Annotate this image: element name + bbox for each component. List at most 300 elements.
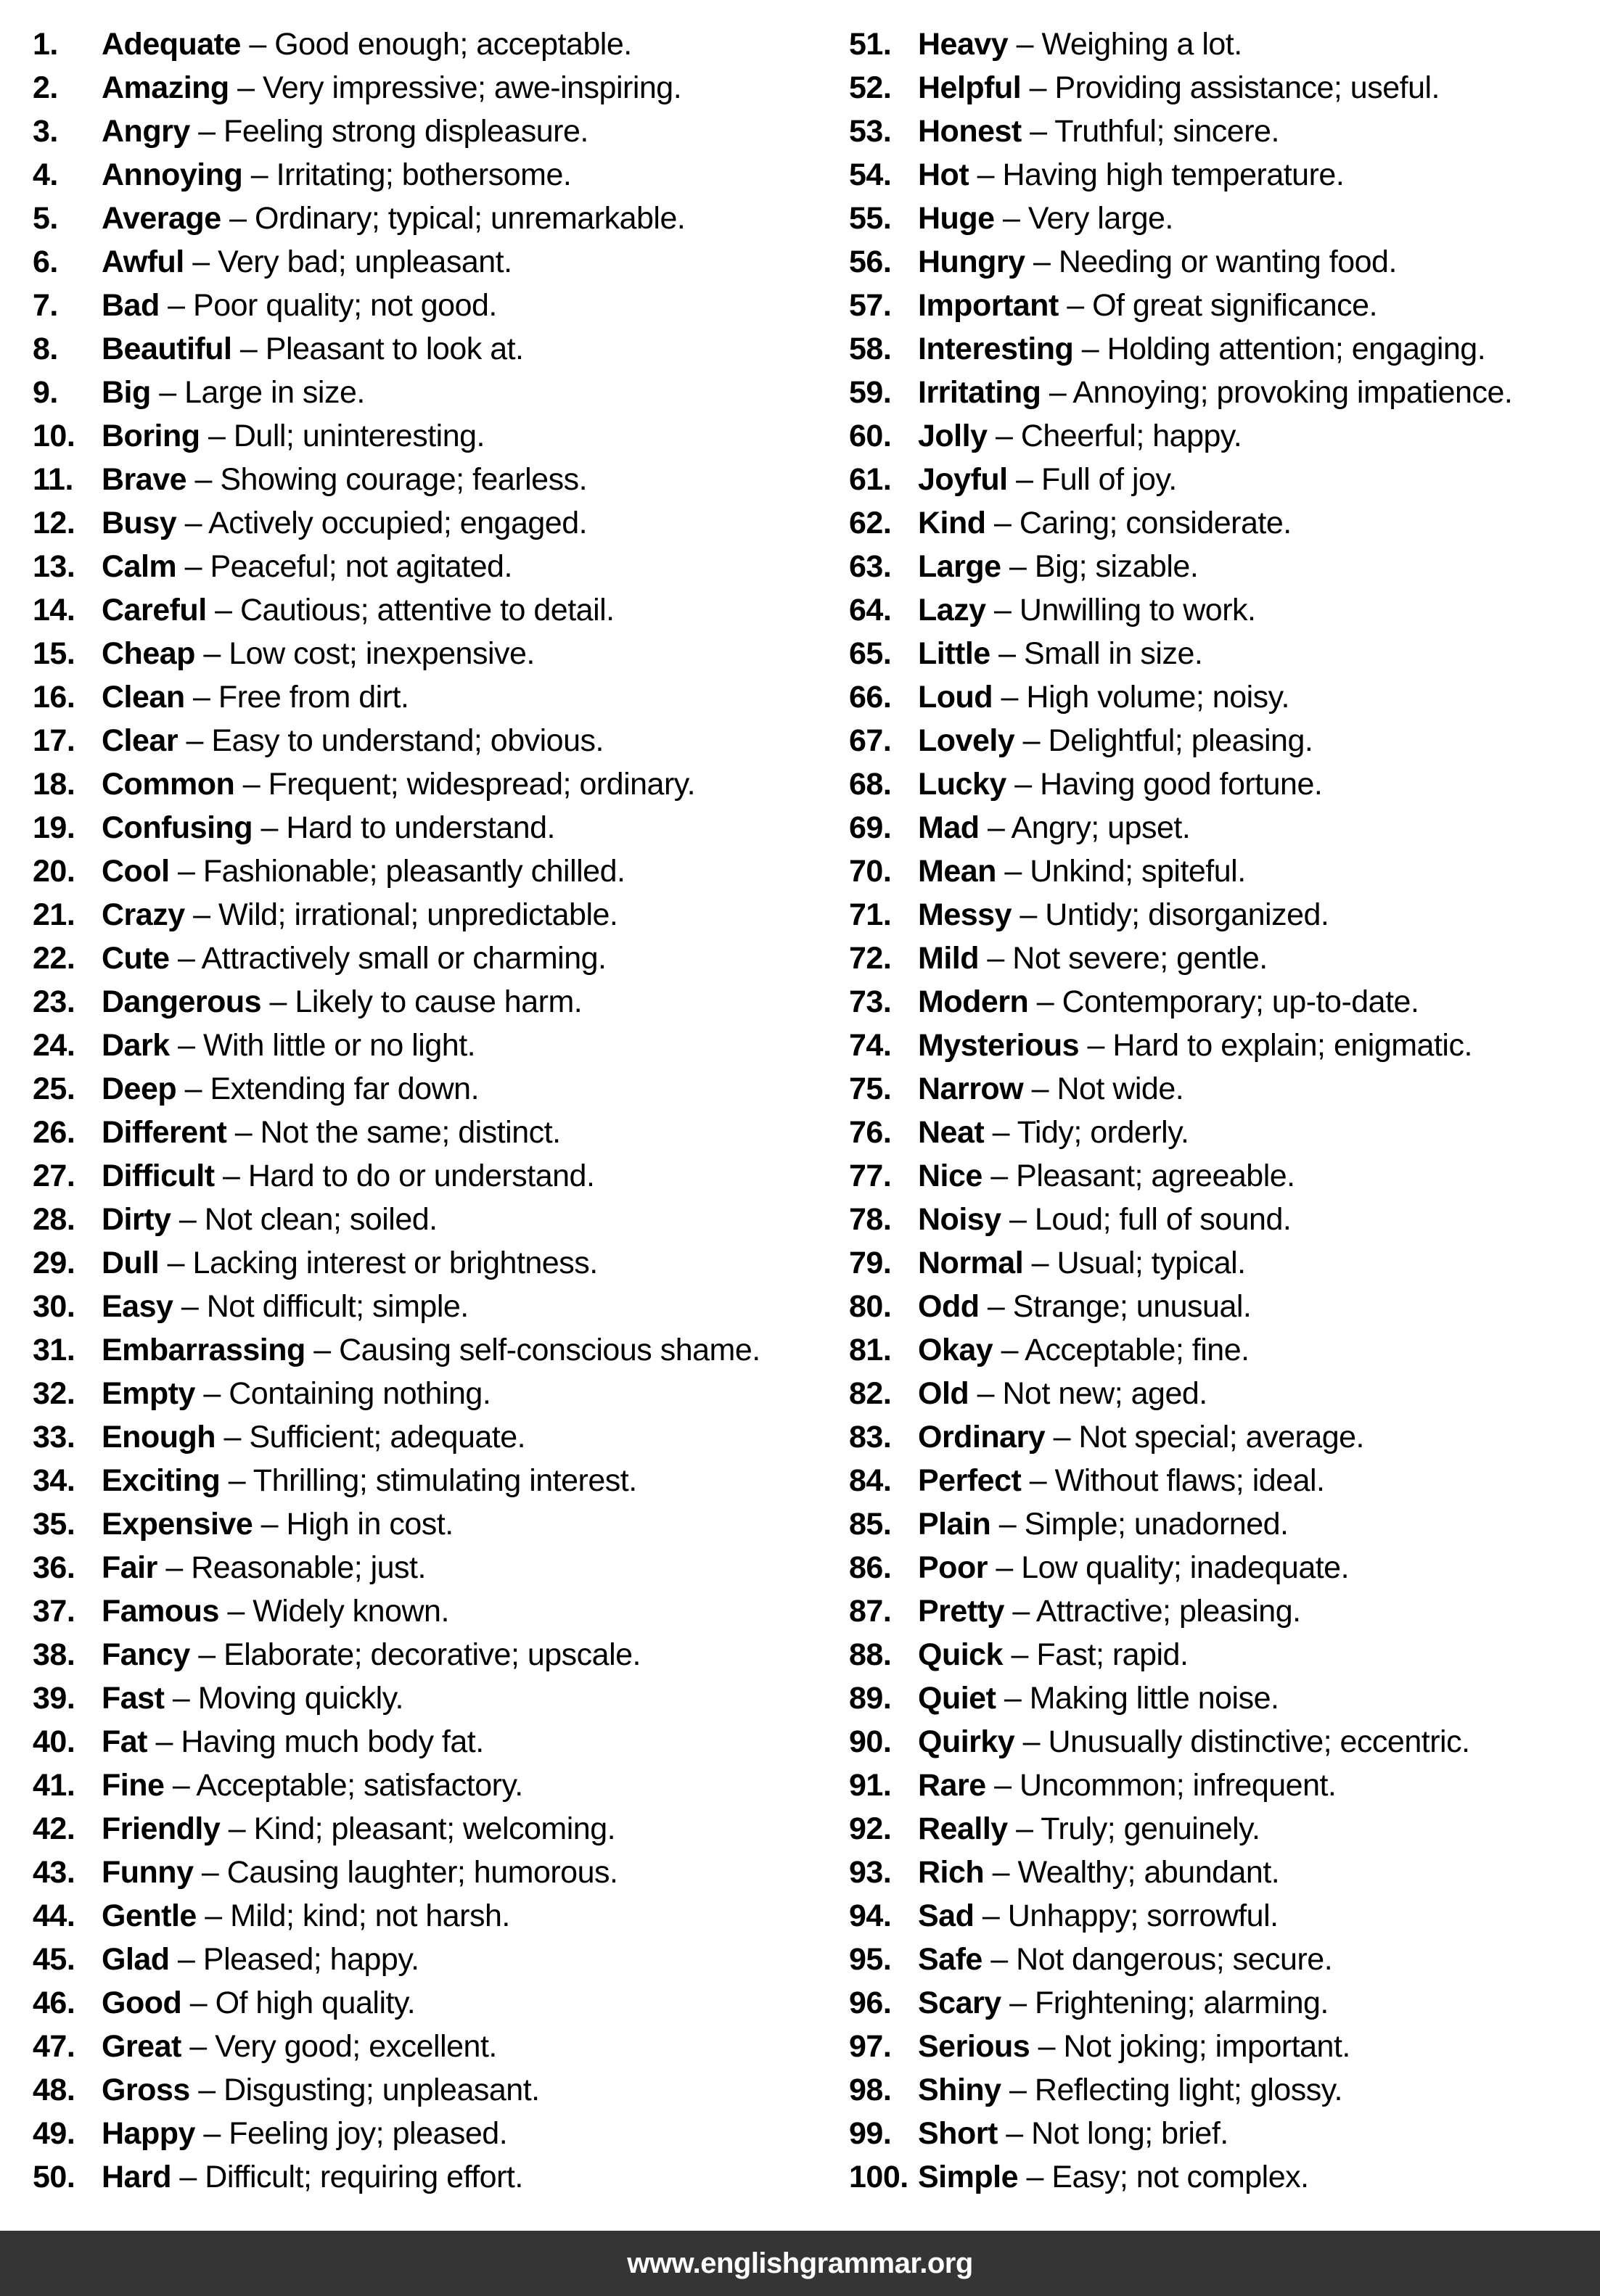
adjective-definition: Needing or wanting food.: [1058, 244, 1397, 279]
adjective-word: Helpful: [918, 70, 1022, 105]
list-item: [33, 1633, 760, 1676]
adjective-definition: Disgusting; unpleasant.: [223, 2073, 540, 2107]
adjective-definition: Truthful; sincere.: [1054, 114, 1279, 149]
adjective-definition: Reasonable; just.: [191, 1550, 426, 1585]
item-number: 90.: [849, 1724, 892, 1759]
dash-separator: –: [181, 1986, 216, 2020]
dash-separator: –: [985, 593, 1020, 628]
list-item: [849, 545, 1512, 588]
adjective-definition: Acceptable; satisfactory.: [196, 1768, 523, 1803]
item-number: 68.: [849, 767, 892, 802]
list-item: [33, 1894, 760, 1938]
adjective-definition: Small in size.: [1024, 636, 1203, 671]
dash-separator: –: [1014, 723, 1049, 758]
list-item: [33, 937, 760, 980]
item-number: 43.: [33, 1855, 75, 1890]
item-number: 39.: [33, 1681, 75, 1716]
list-item: [849, 414, 1512, 458]
item-number: 28.: [33, 1202, 75, 1237]
list-item: [33, 66, 760, 110]
list-item: [33, 1851, 760, 1894]
dash-separator: –: [1014, 1724, 1049, 1759]
item-number: 9.: [33, 375, 58, 410]
adjective-definition: Easy; not complex.: [1051, 2160, 1309, 2194]
adjective-definition: Low quality; inadequate.: [1021, 1550, 1350, 1585]
item-number: 12.: [33, 506, 75, 540]
dash-separator: –: [184, 680, 218, 715]
adjective-definition: Thrilling; stimulating interest.: [253, 1463, 637, 1498]
adjective-definition: Dull; uninteresting.: [233, 419, 485, 453]
list-item: [33, 806, 760, 849]
adjective-word: Funny: [102, 1855, 194, 1890]
item-number: 82.: [849, 1376, 892, 1411]
adjective-word: Fair: [102, 1550, 157, 1585]
list-item: [849, 1764, 1512, 1807]
adjective-word: Noisy: [918, 1202, 1001, 1237]
list-item: [849, 1633, 1512, 1676]
list-item: [849, 110, 1512, 153]
list-item: [849, 762, 1512, 806]
adjective-word: Sad: [918, 1898, 975, 1933]
adjective-word: Kind: [918, 506, 986, 540]
adjective-definition: Hard to understand.: [286, 810, 555, 845]
dash-separator: –: [985, 506, 1020, 540]
adjective-word: Simple: [918, 2160, 1018, 2194]
adjective-word: Deep: [102, 1071, 177, 1106]
adjective-definition: Making little noise.: [1029, 1681, 1279, 1716]
item-number: 25.: [33, 1071, 75, 1106]
list-item: [33, 588, 760, 632]
dash-separator: –: [169, 941, 202, 976]
list-item: [33, 1285, 760, 1328]
list-item: [33, 1067, 760, 1111]
adjective-word: Interesting: [918, 332, 1074, 366]
adjective-definition: Actively occupied; engaged.: [208, 506, 588, 540]
list-item: [849, 22, 1512, 66]
adjective-definition: Loud; full of sound.: [1034, 1202, 1292, 1237]
list-item: [849, 1589, 1512, 1633]
adjective-word: Quick: [918, 1637, 1003, 1672]
adjective-word: Little: [918, 636, 990, 671]
dash-separator: –: [194, 636, 229, 671]
dash-separator: –: [214, 1159, 248, 1193]
item-number: 84.: [849, 1463, 892, 1498]
item-number: 24.: [33, 1028, 75, 1063]
list-item: [33, 1459, 760, 1502]
item-number: 60.: [849, 419, 892, 453]
adjective-word: Clear: [102, 723, 179, 758]
item-number: 46.: [33, 1986, 75, 2020]
list-item: [849, 849, 1512, 893]
list-item: [33, 1198, 760, 1241]
adjective-definition: Fast; rapid.: [1036, 1637, 1189, 1672]
dash-separator: –: [984, 1855, 1018, 1890]
adjective-definition: Untidy; disorganized.: [1045, 897, 1329, 932]
item-number: 27.: [33, 1159, 75, 1193]
adjective-definition: Truly; genuinely.: [1041, 1811, 1260, 1846]
adjective-definition: Not special; average.: [1078, 1420, 1364, 1454]
adjective-word: Old: [918, 1376, 969, 1411]
dash-separator: –: [1011, 897, 1046, 932]
list-item: [33, 327, 760, 371]
list-item: [849, 501, 1512, 545]
adjective-word: Scary: [918, 1986, 1001, 2020]
adjective-definition: Elaborate; decorative; upscale.: [223, 1637, 641, 1672]
adjective-definition: With little or no light.: [202, 1028, 476, 1063]
adjective-definition: Showing courage; fearless.: [220, 462, 588, 497]
item-number: 7.: [33, 288, 58, 323]
adjective-word: Serious: [918, 2029, 1030, 2064]
list-item: [33, 675, 760, 719]
adjective-definition: Mild; kind; not harsh.: [230, 1898, 510, 1933]
dash-separator: –: [229, 70, 263, 105]
adjective-definition: Very good; excellent.: [215, 2029, 497, 2064]
dash-separator: –: [969, 1376, 1003, 1411]
item-number: 18.: [33, 767, 75, 802]
adjective-definition: Frightening; alarming.: [1034, 1986, 1329, 2020]
item-number: 34.: [33, 1463, 75, 1498]
item-number: 26.: [33, 1115, 75, 1150]
list-item: [33, 1024, 760, 1067]
adjective-definition: Not wide.: [1057, 1071, 1184, 1106]
dash-separator: –: [253, 810, 287, 845]
item-number: 53.: [849, 114, 892, 149]
dash-separator: –: [193, 1855, 227, 1890]
list-item: [33, 2112, 760, 2155]
dash-separator: –: [194, 1376, 229, 1411]
list-item: [849, 371, 1512, 414]
adjective-definition: Causing laughter; humorous.: [226, 1855, 618, 1890]
list-item: [33, 1328, 760, 1372]
adjective-word: Messy: [918, 897, 1012, 932]
adjective-definition: Having much body fat.: [181, 1724, 484, 1759]
adjective-word: Difficult: [102, 1159, 215, 1193]
dash-separator: –: [164, 1681, 198, 1716]
dash-separator: –: [990, 1507, 1025, 1542]
dash-separator: –: [171, 2160, 205, 2194]
word-list-column-right: [849, 22, 1512, 2199]
adjective-word: Short: [918, 2116, 998, 2151]
list-item: [849, 66, 1512, 110]
adjective-definition: Containing nothing.: [229, 1376, 491, 1411]
list-item: [33, 1111, 760, 1154]
list-item: [33, 1764, 760, 1807]
dash-separator: –: [1028, 984, 1062, 1019]
adjective-definition: Without flaws; ideal.: [1054, 1463, 1325, 1498]
dash-separator: –: [1007, 462, 1041, 497]
adjective-word: Good: [102, 1986, 182, 2020]
list-item: [849, 937, 1512, 980]
adjective-word: Easy: [102, 1289, 173, 1324]
adjective-word: Lovely: [918, 723, 1015, 758]
adjective-definition: Delightful; pleasing.: [1048, 723, 1313, 758]
adjective-word: Fancy: [102, 1637, 190, 1672]
list-item: [849, 632, 1512, 675]
list-item: [849, 1894, 1512, 1938]
adjective-word: Angry: [102, 114, 190, 149]
adjective-definition: Pleasant; agreeable.: [1016, 1159, 1295, 1193]
item-number: 14.: [33, 593, 75, 628]
adjective-definition: Cheerful; happy.: [1020, 419, 1242, 453]
adjective-definition: Large in size.: [184, 375, 365, 410]
adjective-definition: Not the same; distinct.: [260, 1115, 561, 1150]
adjective-word: Neat: [918, 1115, 985, 1150]
dash-separator: –: [169, 1028, 203, 1063]
adjective-word: Lucky: [918, 767, 1006, 802]
list-item: [849, 1024, 1512, 1067]
list-item: [33, 2155, 760, 2199]
dash-separator: –: [1058, 288, 1093, 323]
adjective-word: Brave: [102, 462, 187, 497]
adjective-definition: Fashionable; pleasantly chilled.: [202, 854, 625, 889]
adjective-definition: Hard to do or understand.: [247, 1159, 595, 1193]
item-number: 6.: [33, 244, 58, 279]
item-number: 35.: [33, 1507, 75, 1542]
adjective-definition: Having high temperature.: [1002, 157, 1345, 192]
item-number: 87.: [849, 1594, 892, 1629]
adjective-definition: Strange; unusual.: [1012, 1289, 1252, 1324]
list-item: [33, 719, 760, 762]
adjective-definition: Not joking; important.: [1063, 2029, 1350, 2064]
dash-separator: –: [1073, 332, 1107, 366]
list-item: [849, 1415, 1512, 1459]
list-item: [33, 849, 760, 893]
item-number: 10.: [33, 419, 75, 453]
dash-separator: –: [1023, 1071, 1057, 1106]
adjective-definition: Caring; considerate.: [1019, 506, 1292, 540]
adjective-definition: Holding attention; engaging.: [1107, 332, 1486, 366]
dash-separator: –: [226, 1115, 260, 1150]
adjective-word: Poor: [918, 1550, 988, 1585]
adjective-word: Jolly: [918, 419, 988, 453]
website-url: www.englishgrammar.org: [627, 2247, 973, 2279]
adjective-definition: Causing self-conscious shame.: [339, 1333, 760, 1367]
adjective-word: Boring: [102, 419, 200, 453]
dash-separator: –: [169, 1942, 203, 1977]
item-number: 29.: [33, 1246, 75, 1280]
adjective-definition: Difficult; requiring effort.: [205, 2160, 523, 2194]
item-number: 13.: [33, 549, 75, 584]
list-item: [33, 371, 760, 414]
dash-separator: –: [993, 680, 1027, 715]
adjective-word: Annoying: [102, 157, 243, 192]
adjective-definition: Unwilling to work.: [1019, 593, 1256, 628]
adjective-definition: Annoying; provoking impatience.: [1072, 375, 1513, 410]
item-number: 45.: [33, 1942, 75, 1977]
adjective-word: Okay: [918, 1333, 993, 1367]
adjective-word: Hot: [918, 157, 969, 192]
dash-separator: –: [979, 810, 1012, 845]
adjective-word: Careful: [102, 593, 207, 628]
dash-separator: –: [978, 941, 1013, 976]
dash-separator: –: [200, 419, 234, 453]
adjective-word: Mild: [918, 941, 979, 976]
dash-separator: –: [189, 1637, 224, 1672]
list-item: [849, 240, 1512, 284]
dash-separator: –: [990, 636, 1025, 671]
adjective-definition: Frequent; widespread; ordinary.: [268, 767, 696, 802]
list-item: [849, 1111, 1512, 1154]
adjective-word: Awful: [102, 244, 184, 279]
dash-separator: –: [159, 1246, 193, 1280]
dash-separator: –: [974, 1898, 1008, 1933]
dash-separator: –: [240, 27, 275, 62]
item-number: 30.: [33, 1289, 75, 1324]
adjective-word: Gentle: [102, 1898, 197, 1933]
item-number: 22.: [33, 941, 75, 976]
adjective-word: Gross: [102, 2073, 190, 2107]
item-number: 66.: [849, 680, 892, 715]
adjective-definition: Not clean; soiled.: [204, 1202, 438, 1237]
adjective-definition: Contemporary; up-to-date.: [1062, 984, 1419, 1019]
list-item: [849, 806, 1512, 849]
dash-separator: –: [242, 157, 276, 192]
item-number: 52.: [849, 70, 892, 105]
adjective-word: Safe: [918, 1942, 982, 1977]
item-number: 17.: [33, 723, 75, 758]
adjective-word: Pretty: [918, 1594, 1004, 1629]
list-item: [33, 1502, 760, 1546]
list-item: [849, 327, 1512, 371]
dash-separator: –: [184, 897, 218, 932]
adjective-definition: Very bad; unpleasant.: [218, 244, 512, 279]
adjective-word: Heavy: [918, 27, 1009, 62]
adjective-word: Fat: [102, 1724, 147, 1759]
adjective-word: Busy: [102, 506, 177, 540]
adjective-definition: Not dangerous; secure.: [1016, 1942, 1333, 1977]
dash-separator: –: [969, 157, 1003, 192]
adjective-definition: Angry; upset.: [1011, 810, 1191, 845]
adjective-definition: Pleasant to look at.: [265, 332, 524, 366]
adjective-definition: Of great significance.: [1092, 288, 1378, 323]
list-item: [33, 1372, 760, 1415]
list-item: [33, 1720, 760, 1764]
item-number: 69.: [849, 810, 892, 845]
dash-separator: –: [164, 1768, 197, 1803]
item-number: 5.: [33, 201, 58, 236]
adjective-definition: Pleased; happy.: [202, 1942, 419, 1977]
dash-separator: –: [982, 1159, 1017, 1193]
list-item: [849, 1502, 1512, 1546]
adjective-definition: Poor quality; not good.: [193, 288, 497, 323]
item-number: 81.: [849, 1333, 892, 1367]
dash-separator: –: [196, 1898, 231, 1933]
adjective-word: Nice: [918, 1159, 982, 1193]
list-item: [849, 2025, 1512, 2068]
dash-separator: –: [206, 593, 240, 628]
dash-separator: –: [1001, 549, 1035, 584]
adjective-word: Dark: [102, 1028, 170, 1063]
list-item: [849, 893, 1512, 937]
dash-separator: –: [216, 1420, 250, 1454]
list-item: [849, 1067, 1512, 1111]
adjective-definition: Kind; pleasant; welcoming.: [253, 1811, 616, 1846]
adjective-word: Quirky: [918, 1724, 1015, 1759]
adjective-word: Ordinary: [918, 1420, 1046, 1454]
list-item: [849, 980, 1512, 1024]
list-item: [33, 1546, 760, 1589]
item-number: 33.: [33, 1420, 75, 1454]
item-number: 80.: [849, 1289, 892, 1324]
dash-separator: –: [234, 767, 268, 802]
adjective-definition: Feeling joy; pleased.: [229, 2116, 508, 2151]
adjective-definition: Attractive; pleasing.: [1035, 1594, 1301, 1629]
list-item: [33, 1241, 760, 1285]
adjective-definition: Widely known.: [253, 1594, 449, 1629]
list-item: [33, 197, 760, 240]
item-number: 98.: [849, 2073, 892, 2107]
item-number: 19.: [33, 810, 75, 845]
adjective-definition: Very impressive; awe-inspiring.: [263, 70, 682, 105]
dash-separator: –: [997, 2116, 1032, 2151]
list-item: [33, 414, 760, 458]
adjective-word: Lazy: [918, 593, 986, 628]
adjective-word: Important: [918, 288, 1059, 323]
list-item: [33, 980, 760, 1024]
adjective-word: Large: [918, 549, 1001, 584]
dash-separator: –: [982, 1942, 1017, 1977]
dash-separator: –: [996, 854, 1030, 889]
adjective-definition: Cautious; attentive to detail.: [239, 593, 615, 628]
adjective-word: Fast: [102, 1681, 165, 1716]
list-item: [33, 762, 760, 806]
list-item: [849, 1807, 1512, 1851]
dash-separator: –: [305, 1333, 340, 1367]
dash-separator: –: [994, 201, 1028, 236]
item-number: 49.: [33, 2116, 75, 2151]
dash-separator: –: [173, 1289, 207, 1324]
adjective-word: Mad: [918, 810, 980, 845]
dash-separator: –: [1041, 375, 1073, 410]
adjective-definition: Tidy; orderly.: [1017, 1115, 1189, 1150]
item-number: 89.: [849, 1681, 892, 1716]
item-number: 78.: [849, 1202, 892, 1237]
dash-separator: –: [1007, 1811, 1041, 1846]
adjective-word: Happy: [102, 2116, 195, 2151]
dash-separator: –: [159, 288, 194, 323]
adjective-definition: Not long; brief.: [1031, 2116, 1228, 2151]
adjective-definition: Hard to explain; enigmatic.: [1112, 1028, 1472, 1063]
adjective-definition: Acceptable; fine.: [1025, 1333, 1250, 1367]
adjective-word: Cool: [102, 854, 170, 889]
list-item: [33, 284, 760, 327]
adjective-definition: Good enough; acceptable.: [274, 27, 632, 62]
adjective-definition: Wild; irrational; unpredictable.: [218, 897, 618, 932]
dash-separator: –: [220, 1811, 254, 1846]
list-item: [849, 719, 1512, 762]
dash-separator: –: [1023, 1246, 1057, 1280]
adjective-definition: Easy to understand; obvious.: [211, 723, 604, 758]
list-item: [849, 1198, 1512, 1241]
adjective-word: Hungry: [918, 244, 1025, 279]
item-number: 57.: [849, 288, 892, 323]
item-number: 91.: [849, 1768, 892, 1803]
item-number: 83.: [849, 1420, 892, 1454]
item-number: 31.: [33, 1333, 75, 1367]
dash-separator: –: [1001, 1986, 1035, 2020]
item-number: 41.: [33, 1768, 75, 1803]
list-item: [849, 1676, 1512, 1720]
adjective-definition: Feeling strong displeasure.: [223, 114, 588, 149]
list-item: [33, 153, 760, 197]
list-item: [849, 2068, 1512, 2112]
dash-separator: –: [1006, 767, 1041, 802]
adjective-word: Embarrassing: [102, 1333, 305, 1367]
adjective-word: Bad: [102, 288, 160, 323]
dash-separator: –: [189, 114, 224, 149]
item-number: 58.: [849, 332, 892, 366]
item-number: 93.: [849, 1855, 892, 1890]
